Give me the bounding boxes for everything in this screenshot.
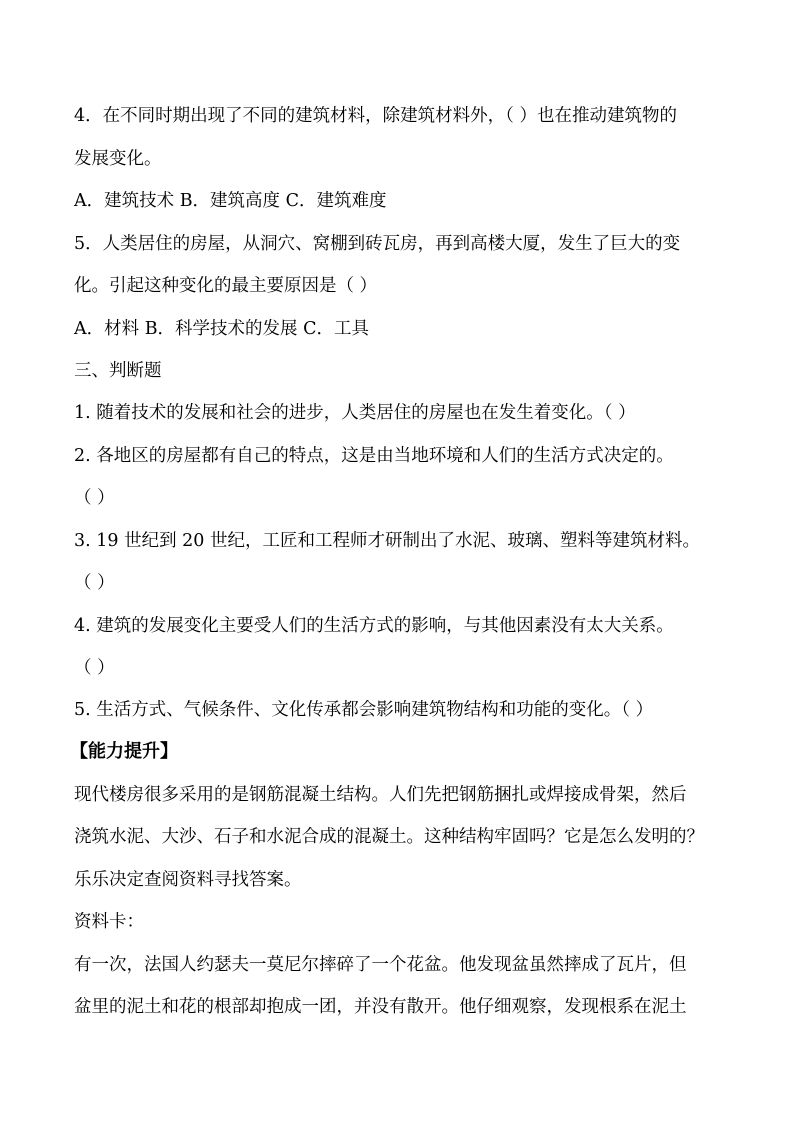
resource-card-line-2: 盆里的泥土和花的根部却抱成一团，并没有散开。他仔细观察，发现根系在泥土 — [74, 997, 687, 1017]
question-4-options: A．建筑技术 B．建筑高度 C．建筑难度 — [74, 191, 387, 211]
judgement-item-5: 5. 生活方式、气候条件、文化传承都会影响建筑物结构和功能的变化。（ ） — [74, 700, 654, 720]
question-5-line-2: 化。引起这种变化的最主要原因是（ ） — [74, 276, 378, 296]
question-4-line-1: 4．在不同时期出现了不同的建筑材料，除建筑材料外，（ ）也在推动建筑物的 — [74, 106, 677, 126]
judgement-item-3-answer-paren: （ ） — [74, 573, 115, 593]
judgement-item-4-answer-paren: （ ） — [74, 658, 115, 678]
judgement-item-4: 4. 建筑的发展变化主要受人们的生活方式的影响，与其他因素没有太大关系。 — [74, 616, 674, 636]
resource-card-line-1: 有一次，法国人约瑟夫一莫尼尔摔碎了一个花盆。他发现盆虽然摔成了瓦片，但 — [74, 955, 687, 975]
question-5-line-1: 5．人类居住的房屋，从洞穴、窝棚到砖瓦房，再到高楼大厦，发生了巨大的变 — [74, 234, 681, 254]
ability-intro-line-3: 乐乐决定查阅资料寻找答案。 — [74, 870, 302, 890]
ability-intro-line-1: 现代楼房很多采用的是钢筋混凝土结构。人们先把钢筋捆扎或焊接成骨架，然后 — [74, 785, 687, 805]
section-three-heading: 三、判断题 — [74, 361, 162, 381]
judgement-item-1: 1. 随着技术的发展和社会的进步，人类居住的房屋也在发生着变化。（ ） — [74, 403, 636, 423]
judgement-item-3: 3. 19 世纪到 20 世纪，工匠和工程师才研制出了水泥、玻璃、塑料等建筑材料。 — [74, 531, 700, 551]
ability-heading: 【能力提升】 — [70, 741, 178, 762]
judgement-item-2-answer-paren: （ ） — [74, 488, 115, 508]
judgement-item-2: 2. 各地区的房屋都有自己的特点，这是由当地环境和人们的生活方式决定的。 — [74, 446, 674, 466]
resource-card-label: 资料卡： — [74, 912, 144, 932]
question-5-options: A．材料 B．科学技术的发展 C．工具 — [74, 319, 370, 339]
question-4-line-2: 发展变化。 — [74, 149, 162, 169]
ability-intro-line-2: 浇筑水泥、大沙、石子和水泥合成的混凝土。这种结构牢固吗？它是怎么发明的？ — [74, 827, 704, 847]
